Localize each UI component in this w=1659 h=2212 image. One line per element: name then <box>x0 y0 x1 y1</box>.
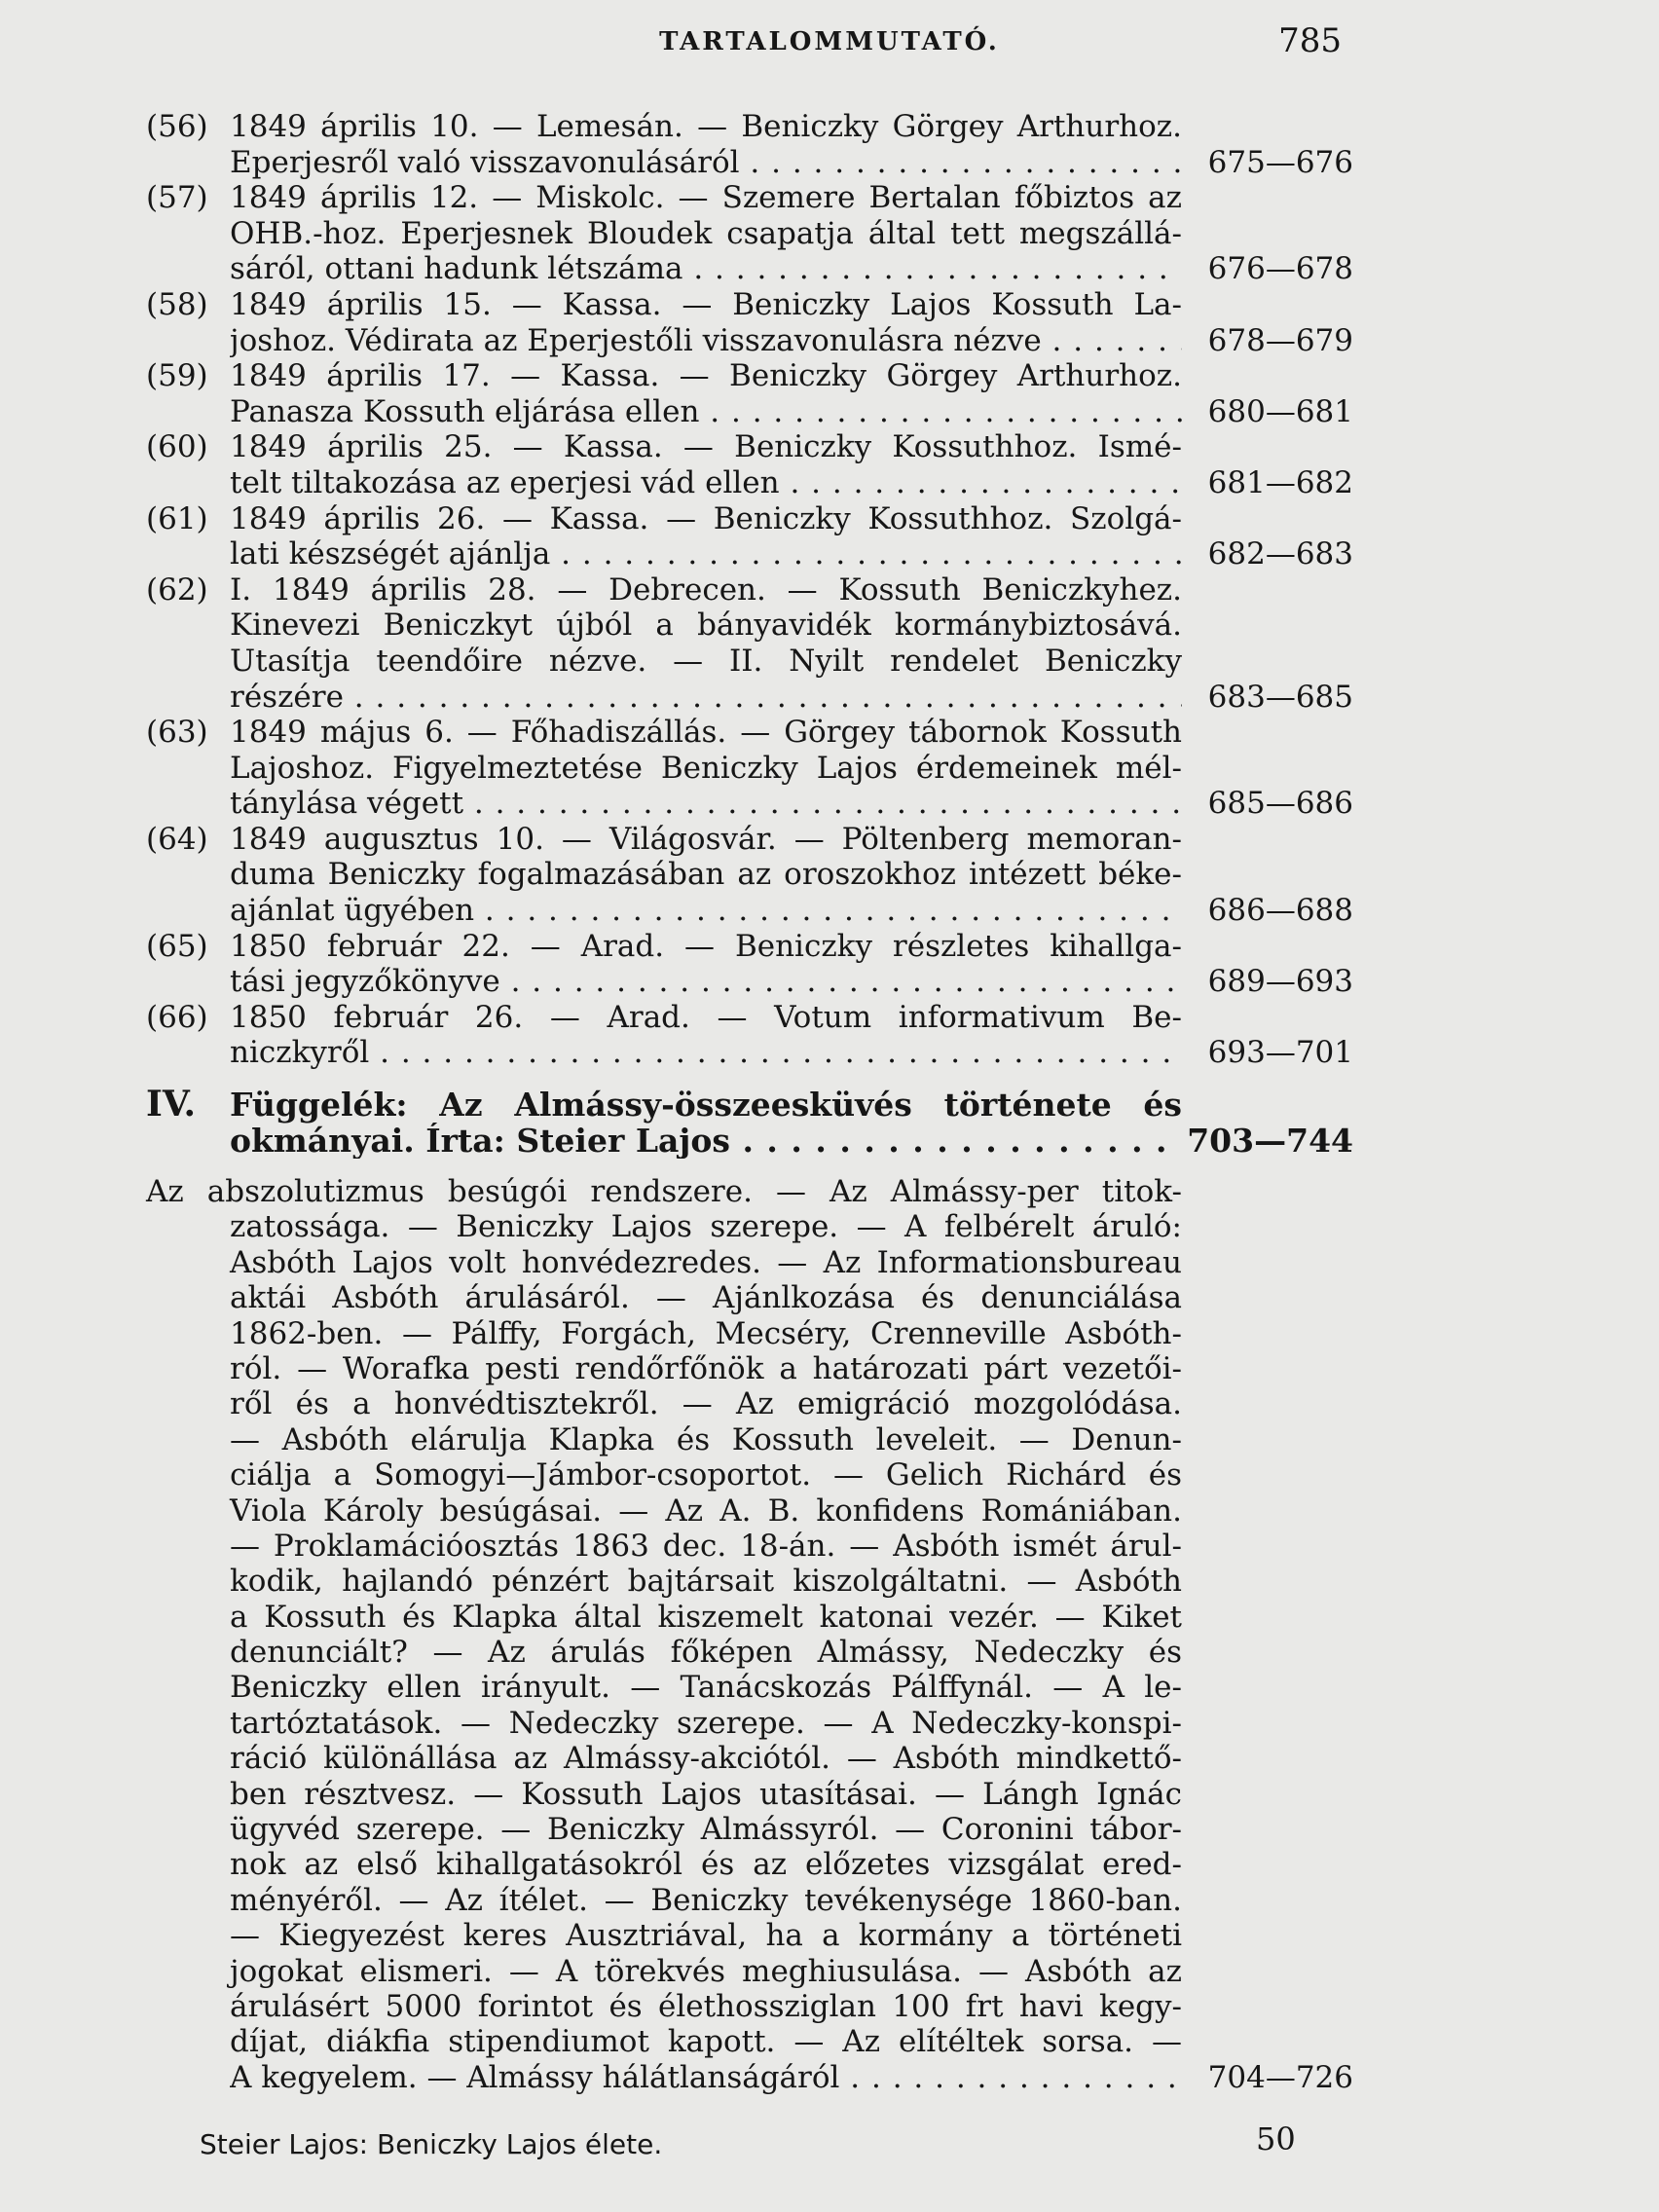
toc-entry-text: 1849 április 10. — Lemesán. — Beniczky Görgey Arthurhoz. <box>230 109 1182 144</box>
toc-entry-number: (60) <box>146 429 208 465</box>
toc-entry-pages: 681—682 <box>1207 464 1353 500</box>
toc-entry <box>146 180 1353 287</box>
summary-line <box>146 1600 1353 1635</box>
toc-entry-line <box>146 751 1353 787</box>
toc-entry-pages: 686—688 <box>1207 893 1353 929</box>
toc-entry-line <box>146 323 1353 359</box>
summary-text: ményéről. — Az ítélet. — Beniczky tevékenysége 1860-ban. <box>230 1882 1182 1918</box>
toc-entry-pages: 680—681 <box>1207 393 1353 429</box>
toc-entry-pages: 682—683 <box>1207 536 1353 572</box>
toc-entry <box>146 429 1353 500</box>
summary-line <box>146 1989 1353 2024</box>
summary-line <box>146 1351 1353 1386</box>
toc-entry-text: lati készségét ajánlja . . . <box>230 536 1182 572</box>
toc-entry-text: 1850 február 26. — Arad. — Votum informativum Be- <box>230 999 1182 1035</box>
toc-entry-text: tási jegyzőkönyve . . . <box>230 964 1182 1000</box>
summary-line <box>146 1280 1353 1315</box>
toc-entry-line <box>146 644 1353 680</box>
section-title-line-2: okmányai. Írta: Steier Lajos . . . <box>230 1123 1182 1159</box>
toc-entry <box>146 929 1353 1000</box>
toc-entry-text: telt tiltakozása az eperjesi vád ellen . . . <box>230 465 1182 501</box>
toc-entry-line <box>146 216 1353 252</box>
toc-entry-line <box>146 394 1353 430</box>
summary-line <box>146 1493 1353 1529</box>
summary-text: ben résztvesz. — Kossuth Lajos utasításai. — Lángh Ignác <box>230 1776 1182 1812</box>
toc-entry-line <box>146 358 1353 394</box>
toc-entry-line <box>146 1000 1353 1036</box>
toc-entry-pages: 693—701 <box>1207 1035 1353 1071</box>
summary-line <box>146 1386 1353 1421</box>
toc-entries <box>146 109 1353 1071</box>
page-number: 785 <box>1278 21 1342 60</box>
summary-text: Viola Károly besúgásai. — Az A. B. konfidens Romániában. <box>230 1493 1182 1529</box>
toc-entry-number: (62) <box>146 571 208 608</box>
summary-line <box>146 2060 1353 2095</box>
toc-entry-line <box>146 964 1353 1000</box>
toc-entry-text: Lajoshoz. Figyelmeztetése Beniczky Lajos érdemeinek mél- <box>230 750 1182 786</box>
toc-entry-text: 1849 augusztus 10. — Világosvár. — Pöltenberg memoran- <box>230 821 1182 857</box>
toc-entry-line <box>146 572 1353 608</box>
summary-line <box>146 1245 1353 1280</box>
summary-text: — Proklamációosztás 1863 dec. 18-án. — Asbóth ismét árul- <box>230 1528 1182 1564</box>
toc-entry <box>146 501 1353 572</box>
summary-text: Beniczky ellen irányult. — Tanácskozás Pálffynál. — A le- <box>230 1670 1182 1706</box>
toc-entry-number: (58) <box>146 286 208 322</box>
summary-text: nok az első kihallgatásokról és az előzetes vizsgálat ered- <box>230 1847 1182 1883</box>
toc-entry-line <box>146 857 1353 893</box>
summary-line <box>146 1316 1353 1351</box>
section-line <box>146 1084 1353 1124</box>
summary-text: aktái Asbóth árulásáról. — Ajánlkozása és denunciálása <box>230 1280 1182 1316</box>
toc-entry-text: OHB.-hoz. Eperjesnek Bloudek csapatja által tett megszállá- <box>230 215 1182 251</box>
toc-entry-number: (61) <box>146 500 208 536</box>
toc-entry <box>146 287 1353 358</box>
summary-text: a Kossuth és Klapka által kiszemelt katonai vezér. — Kiket <box>230 1599 1182 1635</box>
toc-entry-text: Kinevezi Beniczkyt újból a bányavidék kormánybiztosává. <box>230 608 1182 644</box>
summary-line <box>146 1670 1353 1705</box>
toc-entry-line <box>146 536 1353 572</box>
summary-line <box>146 1422 1353 1457</box>
summary-line <box>146 1209 1353 1244</box>
section-line <box>146 1123 1353 1159</box>
toc-entry <box>146 358 1353 429</box>
summary-text: ügyvéd szerepe. — Beniczky Almássyról. — Coronini tábor- <box>230 1812 1182 1848</box>
toc-entry-text: Eperjesről való visszavonulásáról . . . <box>230 145 1182 181</box>
toc-entry-text: niczkyről . . . <box>230 1035 1182 1071</box>
summary-line <box>146 1741 1353 1776</box>
toc-entry-text: 1849 április 12. — Miskolc. — Szemere Bertalan főbiztos az <box>230 180 1182 216</box>
summary-text: denunciált? — Az árulás főképen Almássy, Nedeczky és <box>230 1635 1182 1671</box>
summary-line <box>146 1812 1353 1847</box>
summary-text: ráció különállása az Almássy-akciótól. — Asbóth mindkettő- <box>230 1741 1182 1777</box>
toc-entry-text: 1849 május 6. — Főhadiszállás. — Görgey tábornok Kossuth <box>230 715 1182 751</box>
toc-entry <box>146 572 1353 715</box>
toc-entry-number: (57) <box>146 180 208 216</box>
toc-entry-line <box>146 822 1353 858</box>
toc-entry-line <box>146 501 1353 537</box>
toc-entry-pages: 689—693 <box>1207 964 1353 1000</box>
toc-entry-number: (59) <box>146 358 208 394</box>
toc-entry-line <box>146 145 1353 181</box>
toc-entry-line <box>146 786 1353 822</box>
toc-entry-pages: 675—676 <box>1207 144 1353 180</box>
summary-text: — Asbóth elárulja Klapka és Kossuth leveleit. — Denun- <box>230 1421 1182 1457</box>
summary-text: Asbóth Lajos volt honvédezredes. — Az Informationsbureau <box>230 1244 1182 1280</box>
summary-line <box>146 1564 1353 1599</box>
toc-entry-pages: 685—686 <box>1207 786 1353 822</box>
section-title-line-1: Függelék: Az Almássy-összeesküvés története és <box>230 1086 1182 1124</box>
toc-entry-number: (64) <box>146 821 208 857</box>
toc-entry <box>146 715 1353 822</box>
toc-entry-pages: 676—678 <box>1207 251 1353 287</box>
summary-line <box>146 1529 1353 1564</box>
toc-entry-line <box>146 251 1353 287</box>
summary-text: kodik, hajlandó pénzért bajtársait kiszolgáltatni. — Asbóth <box>230 1564 1182 1600</box>
toc-entry-line <box>146 1035 1353 1071</box>
toc-entry-pages: 683—685 <box>1207 679 1353 715</box>
toc-entry-text: részére . . . <box>230 680 1182 716</box>
toc-entry-line <box>146 715 1353 751</box>
summary-text: zatossága. — Beniczky Lajos szerepe. — A felbérelt áruló: <box>230 1209 1182 1245</box>
toc-entry-line <box>146 680 1353 716</box>
toc-entry-line <box>146 608 1353 644</box>
toc-entry-text: duma Beniczky fogalmazásában az oroszokhoz intézett béke- <box>230 857 1182 893</box>
toc-entry-text: tánylása végett . . . <box>230 786 1182 822</box>
summary-line <box>146 1706 1353 1741</box>
toc-entry-text: Utasítja teendőire nézve. — II. Nyilt rendelet Beniczky <box>230 643 1182 679</box>
toc-entry-number: (65) <box>146 928 208 964</box>
summary-line <box>146 1954 1353 1989</box>
toc-entry-line <box>146 893 1353 929</box>
toc-entry-text: sáról, ottani hadunk létszáma . . . <box>230 251 1182 287</box>
summary-text: — Kiegyezést keres Ausztriával, ha a kormány a történeti <box>230 1918 1182 1954</box>
toc-section-iv <box>146 1084 1353 1160</box>
footer-book-title: Steier Lajos: Beniczky Lajos élete. <box>200 2128 663 2160</box>
toc-entry-number: (56) <box>146 109 208 144</box>
summary-text: ról. — Worafka pesti rendőrfőnök a határozati párt vezetői- <box>230 1350 1182 1386</box>
toc-entry-number: (66) <box>146 999 208 1035</box>
toc-entry-text: joshoz. Védirata az Eperjestőli visszavonulásra nézve . . . <box>230 323 1182 359</box>
section-pages: 703—744 <box>1187 1122 1353 1160</box>
toc-entry-line <box>146 465 1353 501</box>
toc-entry-text: 1849 április 17. — Kassa. — Beniczky Görgey Arthurhoz. <box>230 358 1182 394</box>
summary-line <box>146 1847 1353 1882</box>
summary-line <box>146 1883 1353 1918</box>
summary-text: 1862-ben. — Pálffy, Forgách, Mecséry, Crenneville Asbóth- <box>230 1315 1182 1351</box>
toc-entry <box>146 109 1353 180</box>
toc-entry-line <box>146 429 1353 465</box>
summary-text: díjat, diákfia stipendiumot kapott. — Az elítéltek sorsa. — <box>230 2024 1182 2060</box>
footer-signature-mark: 50 <box>1256 2120 1296 2157</box>
toc-entry-line <box>146 929 1353 965</box>
toc-entry-pages: 678—679 <box>1207 322 1353 358</box>
summary-text: ről és a honvédtisztekről. — Az emigráció mozgolódása. <box>230 1386 1182 1422</box>
toc-entry-text: 1849 április 15. — Kassa. — Beniczky Lajos Kossuth La- <box>230 286 1182 322</box>
toc-entry-line <box>146 109 1353 145</box>
summary-pages: 704—726 <box>1207 2059 1353 2095</box>
summary-text: Az abszolutizmus besúgói rendszere. — Az Almássy-per titok- <box>146 1174 1182 1209</box>
summary-text: tartóztatások. — Nedeczky szerepe. — A Nedeczky-konspi- <box>230 1705 1182 1741</box>
summary-line <box>146 1457 1353 1493</box>
toc-entry-text: Panasza Kossuth eljárása ellen . . . <box>230 394 1182 430</box>
section-summary <box>146 1174 1353 2095</box>
toc-entry-text: 1849 április 26. — Kassa. — Beniczky Kossuthhoz. Szolgá- <box>230 500 1182 536</box>
summary-text: árulásért 5000 forintot és élethossziglan 100 frt havi kegy- <box>230 1988 1182 2024</box>
toc-entry-text: 1849 április 25. — Kassa. — Beniczky Kossuthhoz. Ismé- <box>230 429 1182 465</box>
summary-line <box>146 1918 1353 1953</box>
summary-line <box>146 1174 1353 1209</box>
toc-entry-line <box>146 287 1353 323</box>
summary-text: ciálja a Somogyi—Jámbor-csoportot. — Gelich Richárd és <box>230 1457 1182 1493</box>
section-number: IV. <box>146 1084 197 1124</box>
running-header-title: TARTALOMMUTATÓ. <box>659 27 1000 56</box>
toc-entry-text: 1850 február 22. — Arad. — Beniczky részletes kihallga- <box>230 928 1182 964</box>
toc-entry-text: ajánlat ügyében . . . <box>230 893 1182 929</box>
toc-entry-line <box>146 180 1353 216</box>
summary-line <box>146 1635 1353 1670</box>
toc-entry-text: I. 1849 április 28. — Debrecen. — Kossuth Beniczkyhez. <box>230 571 1182 608</box>
toc-entry <box>146 1000 1353 1071</box>
toc-entry-number: (63) <box>146 715 208 751</box>
summary-text: jogokat elismeri. — A törekvés meghiusulása. — Asbóth az <box>230 1953 1182 1989</box>
summary-line <box>146 1777 1353 1812</box>
summary-text: A kegyelem. — Almássy hálátlanságáról . . . <box>230 2060 1182 2095</box>
summary-line <box>146 2024 1353 2059</box>
toc-entry <box>146 822 1353 929</box>
